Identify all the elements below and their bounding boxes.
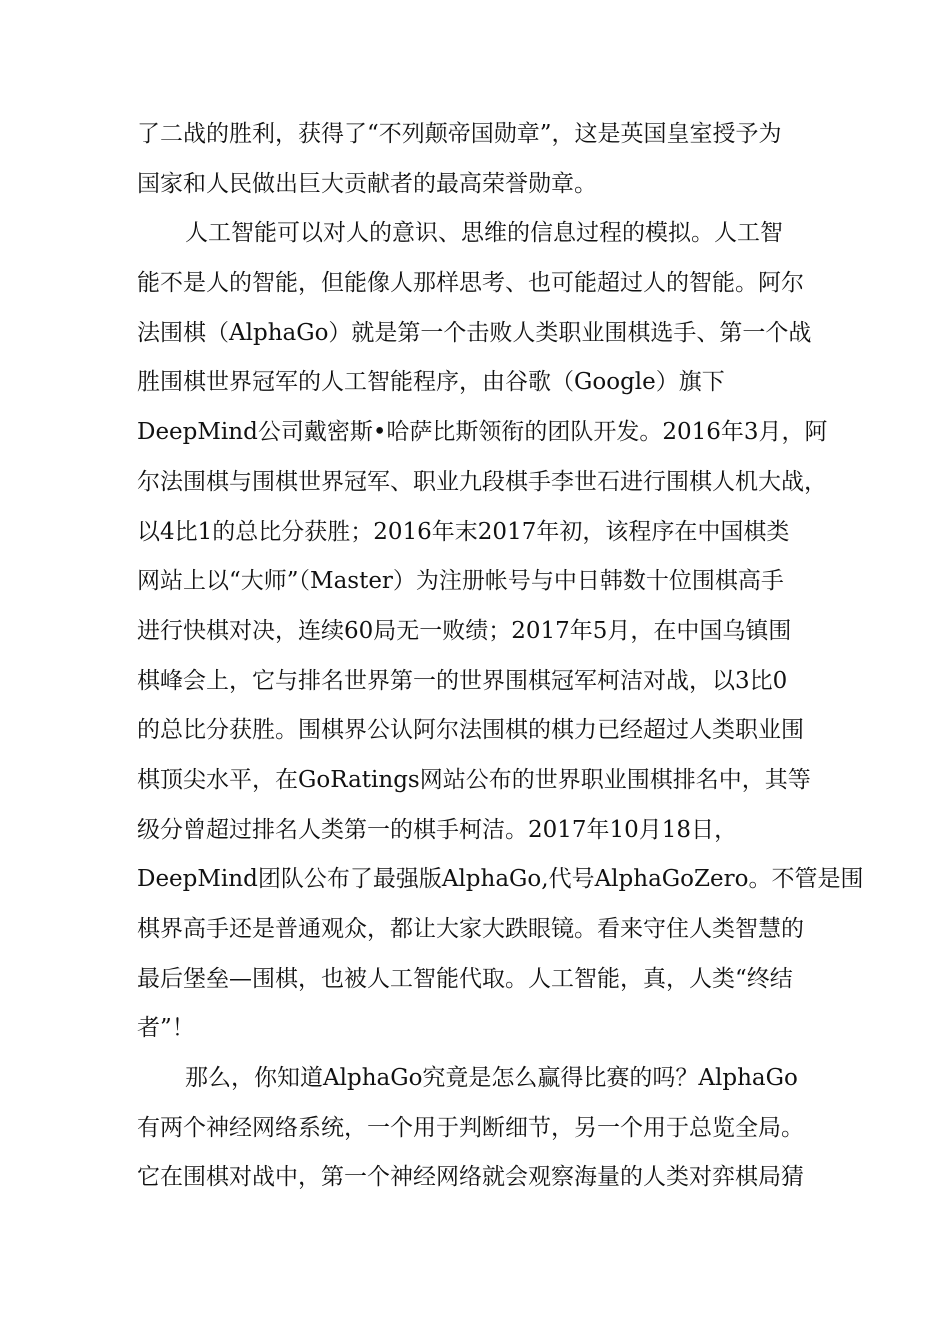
text-line: 的总比分获胜。围棋界公认阿尔法围棋的棋力已经超过人类职业围: [137, 717, 804, 744]
text-line: 尔法围棋与围棋世界冠军、职业九段棋手李世石进行围棋人机大战，: [137, 468, 827, 495]
text-line: 能不是人的智能，但能像人那样思考、也可能超过人的智能。阿尔: [137, 270, 804, 297]
text-line: 胜围棋世界冠军的人工智能程序，由谷歌（Google）旗下: [137, 369, 725, 396]
text-line: 棋顶尖水平，在GoRatings网站公布的世界职业围棋排名中，其等: [137, 766, 811, 793]
text-line: 法围棋（AlphaGo）就是第一个击败人类职业围棋选手、第一个战: [137, 319, 812, 346]
text-line: 有两个神经网络系统，一个用于判断细节，另一个用于总览全局。: [137, 1114, 804, 1141]
text-line: 那么，你知道AlphaGo究竟是怎么赢得比赛的吗？AlphaGo: [185, 1065, 798, 1092]
text-line: 国家和人民做出巨大贡献者的最高荣誉勋章。: [137, 170, 597, 197]
document-body: [137, 110, 864, 1203]
text-line: 人工智能可以对人的意识、思维的信息过程的模拟。人工智: [185, 220, 783, 247]
text-line: 级分曾超过排名人类第一的棋手柯洁。2017年10月18日，: [137, 816, 738, 843]
paragraph-1: [137, 110, 827, 209]
paragraph-2: [137, 209, 864, 1054]
text-line: 进行快棋对决，连续60局无一败绩；2017年5月，在中国乌镇围: [137, 617, 792, 644]
text-line: 它在围棋对战中，第一个神经网络就会观察海量的人类对弈棋局猜: [137, 1164, 804, 1191]
text-line: 者”！: [137, 1015, 195, 1042]
text-line: 棋峰会上，它与排名世界第一的世界围棋冠军柯洁对战，以3比0: [137, 667, 788, 694]
text-line: 棋界高手还是普通观众，都让大家大跌眼镜。看来守住人类智慧的: [137, 916, 804, 942]
text-line: 以4比1的总比分获胜；2016年末2017年初，该程序在中国棋类: [137, 518, 790, 545]
text-line: DeepMind公司戴密斯•哈萨比斯领衔的团队开发。2016年3月，阿: [137, 419, 828, 446]
paragraph-3: [137, 1054, 827, 1203]
text-line: 了二战的胜利，获得了“不列颠帝国勋章”，这是英国皇室授予为: [137, 121, 782, 147]
text-line: DeepMind团队公布了最强版AlphaGo,代号AlphaGoZero。不管是围: [137, 866, 864, 893]
text-line: 网站上以“大师”（Master）为注册帐号与中日韩数十位围棋高手: [137, 568, 784, 595]
text-line: 最后堡垒—围棋，也被人工智能代取。人工智能，真，人类“终结: [137, 965, 793, 992]
